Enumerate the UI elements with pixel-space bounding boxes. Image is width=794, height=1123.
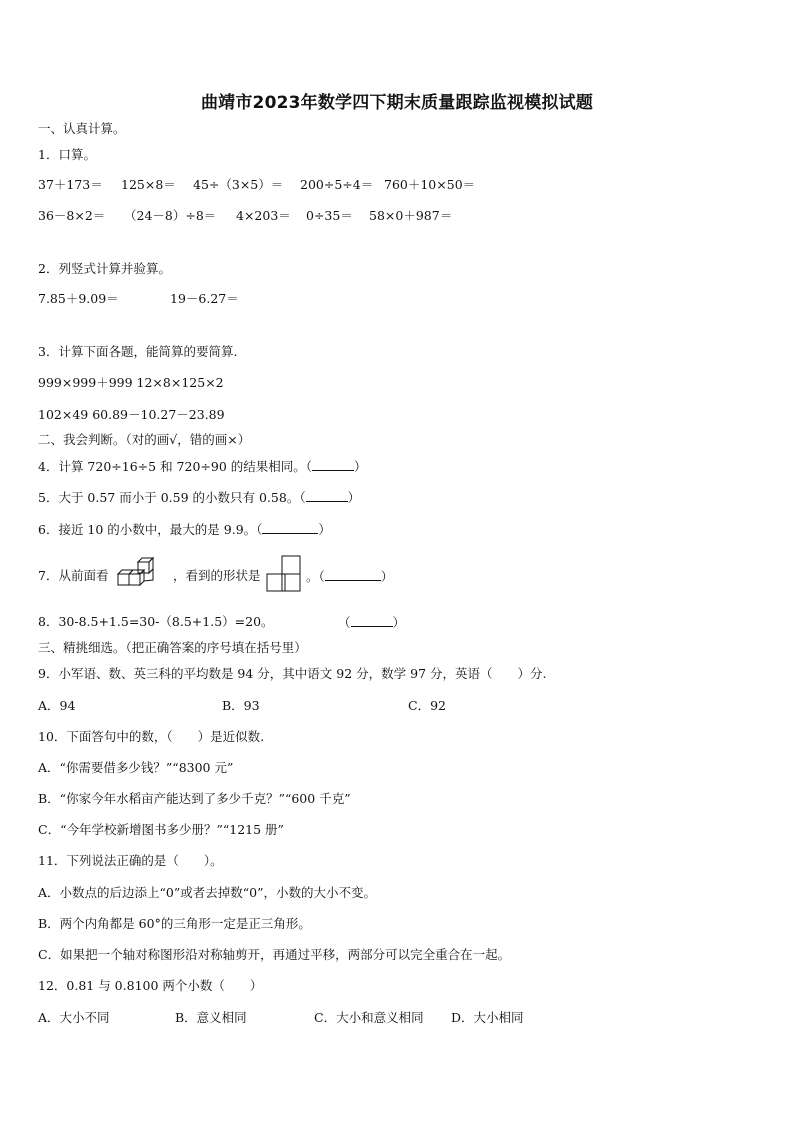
q1-r1-item: 45÷（3×5）＝	[193, 177, 284, 192]
q2-label: 2．列竖式计算并验算。	[38, 261, 171, 276]
q1-r1-item: 125×8＝	[121, 177, 176, 192]
q5-answer-blank[interactable]	[306, 489, 348, 502]
q12-option-b[interactable]: B．意义相同	[175, 1010, 247, 1025]
section3-heading: 三、精挑细选。（把正确答案的序号填在括号里）	[38, 640, 307, 655]
q11-text: 11．下列说法正确的是（ ）。	[38, 853, 223, 868]
q4	[38, 458, 367, 475]
q10-option-c[interactable]: C．“今年学校新增图书多少册？”“1215 册”	[38, 822, 284, 837]
q12-option-a[interactable]: A．大小不同	[38, 1010, 110, 1025]
q5-close: ）	[347, 490, 361, 505]
q6-close: ）	[318, 522, 331, 537]
q7-pre: 7．从前面看	[38, 568, 109, 583]
q7-post: 。（	[306, 569, 325, 584]
q3-label: 3．计算下面各题，能简算的要简算.	[38, 344, 238, 359]
q12-text: 12．0.81 与 0.8100 两个小数（ ）	[38, 978, 263, 993]
q9-option-c[interactable]: C．92	[408, 698, 446, 713]
q1-r2-item: （24－8）÷8＝	[124, 208, 217, 223]
q8-answer-blank[interactable]	[351, 614, 393, 627]
q11-option-a[interactable]: A．小数点的后边添上“0”或者去掉数“0”，小数的大小不变。	[38, 885, 376, 900]
q12-options	[38, 1010, 524, 1106]
q12-option-c[interactable]: C．大小和意义相同	[314, 1010, 424, 1025]
q5	[38, 489, 360, 506]
q4-answer-blank[interactable]	[312, 458, 354, 471]
q8-open: （	[338, 615, 351, 630]
q4-close: ）	[354, 459, 367, 474]
q7-post-wrap	[306, 568, 393, 585]
q1-r2-item: 0÷35＝	[306, 208, 353, 223]
q1-r1-item: 37＋173＝	[38, 177, 103, 192]
section2-heading: 二、我会判断。（对的画√，错的画×）	[38, 432, 251, 447]
q6-answer-blank[interactable]	[262, 521, 318, 534]
q7-close: ）	[380, 569, 394, 584]
front-view-shape	[266, 555, 306, 593]
q3-line1: 999×999＋999 12×8×125×2	[38, 375, 224, 390]
q2-item: 7.85＋9.09＝	[38, 291, 119, 306]
q6-text: 6．接近 10 的小数中，最大的是 9.9。（	[38, 522, 263, 537]
q1-r1-item: 200÷5÷4＝	[300, 177, 374, 192]
q1-r1-item: 760＋10×50＝	[384, 177, 476, 192]
q7-answer-blank[interactable]	[325, 568, 381, 581]
q8-close: ）	[392, 615, 406, 630]
q1-label: 1．口算。	[38, 147, 96, 162]
q11-option-b[interactable]: B．两个内角都是 60°的三角形一定是正三角形。	[38, 916, 311, 931]
q1-r2-item: 58×0＋987＝	[369, 208, 453, 223]
q11-option-c[interactable]: C．如果把一个轴对称图形沿对称轴剪开，再通过平移，两部分可以完全重合在一起。	[38, 947, 511, 962]
q5-text: 5．大于 0.57 而小于 0.59 的小数只有 0.58。（	[38, 490, 306, 505]
q4-text: 4．计算 720÷16÷5 和 720÷90 的结果相同。（	[38, 459, 312, 474]
q10-option-b[interactable]: B．“你家今年水稻亩产能达到了多少千克？”“600 千克”	[38, 791, 351, 806]
q1-r2-item: 4×203＝	[236, 208, 291, 223]
q3-line2: 102×49 60.89－10.27－23.89	[38, 407, 225, 422]
q10-text: 10．下面答句中的数，（ ）是近似数.	[38, 729, 265, 744]
q7-mid: ，看到的形状是	[173, 568, 261, 583]
q9-option-a[interactable]: A．94	[38, 698, 76, 713]
q10-option-a[interactable]: A．“你需要借多少钱？”“8300 元”	[38, 760, 234, 775]
q9-text: 9．小军语、数、英三科的平均数是 94 分，其中语文 92 分，数学 97 分，英语（ ）分.	[38, 666, 547, 681]
q2-item: 19－6.27＝	[170, 291, 239, 306]
cube-stack-figure	[117, 553, 157, 591]
q8-text: 8．30-8.5+1.5=30-（8.5+1.5）=20。	[38, 614, 274, 629]
q1-r2-item: 36－8×2＝	[38, 208, 106, 223]
q12-option-d[interactable]: D．大小相同	[451, 1010, 524, 1025]
section1-heading: 一、认真计算。	[38, 121, 126, 136]
q8-bracket	[338, 614, 405, 631]
page-title: 曲靖市2023年数学四下期末质量跟踪监视模拟试题	[200, 93, 594, 113]
q9-option-b[interactable]: B．93	[222, 698, 260, 713]
q6	[38, 521, 331, 538]
